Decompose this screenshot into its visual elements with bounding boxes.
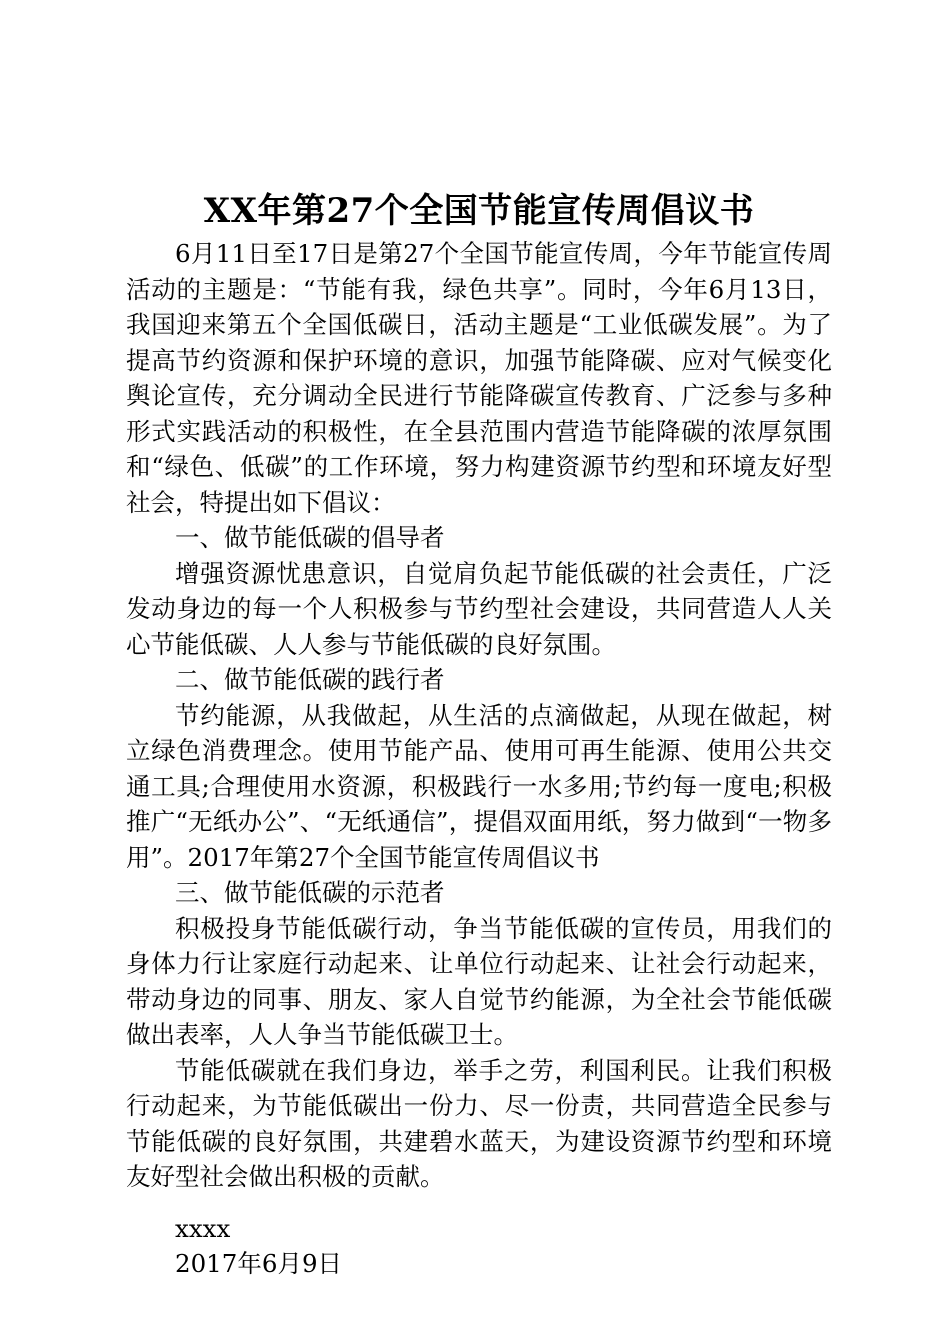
section-text-exemplar: 积极投身节能低碳行动，争当节能低碳的宣传员，用我们的身体力行让家庭行动起来、让单位行动起来、让社会行动起来，带动身边的同事、朋友、家人自觉节约能源，为全社会节能低碳做出表率，人人争当节能低碳卫士。 — [126, 913, 832, 1049]
document-body — [126, 236, 832, 1282]
section-text-practitioner: 节约能源，从我做起，从生活的点滴做起，从现在做起，树立绿色消费理念。使用节能产品、使用可再生能源、使用公共交通工具;合理使用水资源，积极践行一水多用;节约每一度电;积极推广“无纸办公”、“无纸通信”，提倡双面用纸，努力做到“一物多用”。2017年第27个全国节能宣传周倡议书 — [126, 700, 832, 872]
intro-paragraph: 6月11日至17日是第27个全国节能宣传周，今年节能宣传周活动的主题是：“节能有我，绿色共享”。同时，今年6月13日，我国迎来第五个全国低碳日，活动主题是“工业低碳发展”。为了提高节约资源和保护环境的意识，加强节能降碳、应对气候变化舆论宣传，充分调动全民进行节能降碳宣传教育、广泛参与多种形式实践活动的积极性，在全县范围内营造节能降碳的浓厚氛围和“绿色、低碳”的工作环境，努力构建资源节约型和环境友好型社会，特提出如下倡议： — [126, 239, 832, 517]
section-heading-exemplar: 三、做节能低碳的示范者 — [175, 878, 445, 907]
section-text-advocate: 增强资源忧患意识，自觉肩负起节能低碳的社会责任，广泛发动身边的每一个人积极参与节约型社会建设，共同营造人人关心节能低碳、人人参与节能低碳的良好氛围。 — [126, 558, 832, 659]
signature-name: xxxx — [175, 1213, 231, 1243]
document-page — [126, 186, 832, 1282]
signature-date: 2017年6月9日 — [175, 1249, 343, 1278]
closing-paragraph: 节能低碳就在我们身边，举手之劳，利国利民。让我们积极行动起来，为节能低碳出一份力、尽一份责，共同营造全民参与节能低碳的良好氛围，共建碧水蓝天，为建设资源节约型和环境友好型社会做出积极的贡献。 — [126, 1055, 832, 1191]
section-heading-practitioner: 二、做节能低碳的践行者 — [175, 665, 445, 694]
section-heading-advocate: 一、做节能低碳的倡导者 — [175, 523, 445, 552]
document-title: XX年第27个全国节能宣传周倡议书 — [203, 191, 755, 231]
signature-spacer — [126, 1195, 832, 1211]
